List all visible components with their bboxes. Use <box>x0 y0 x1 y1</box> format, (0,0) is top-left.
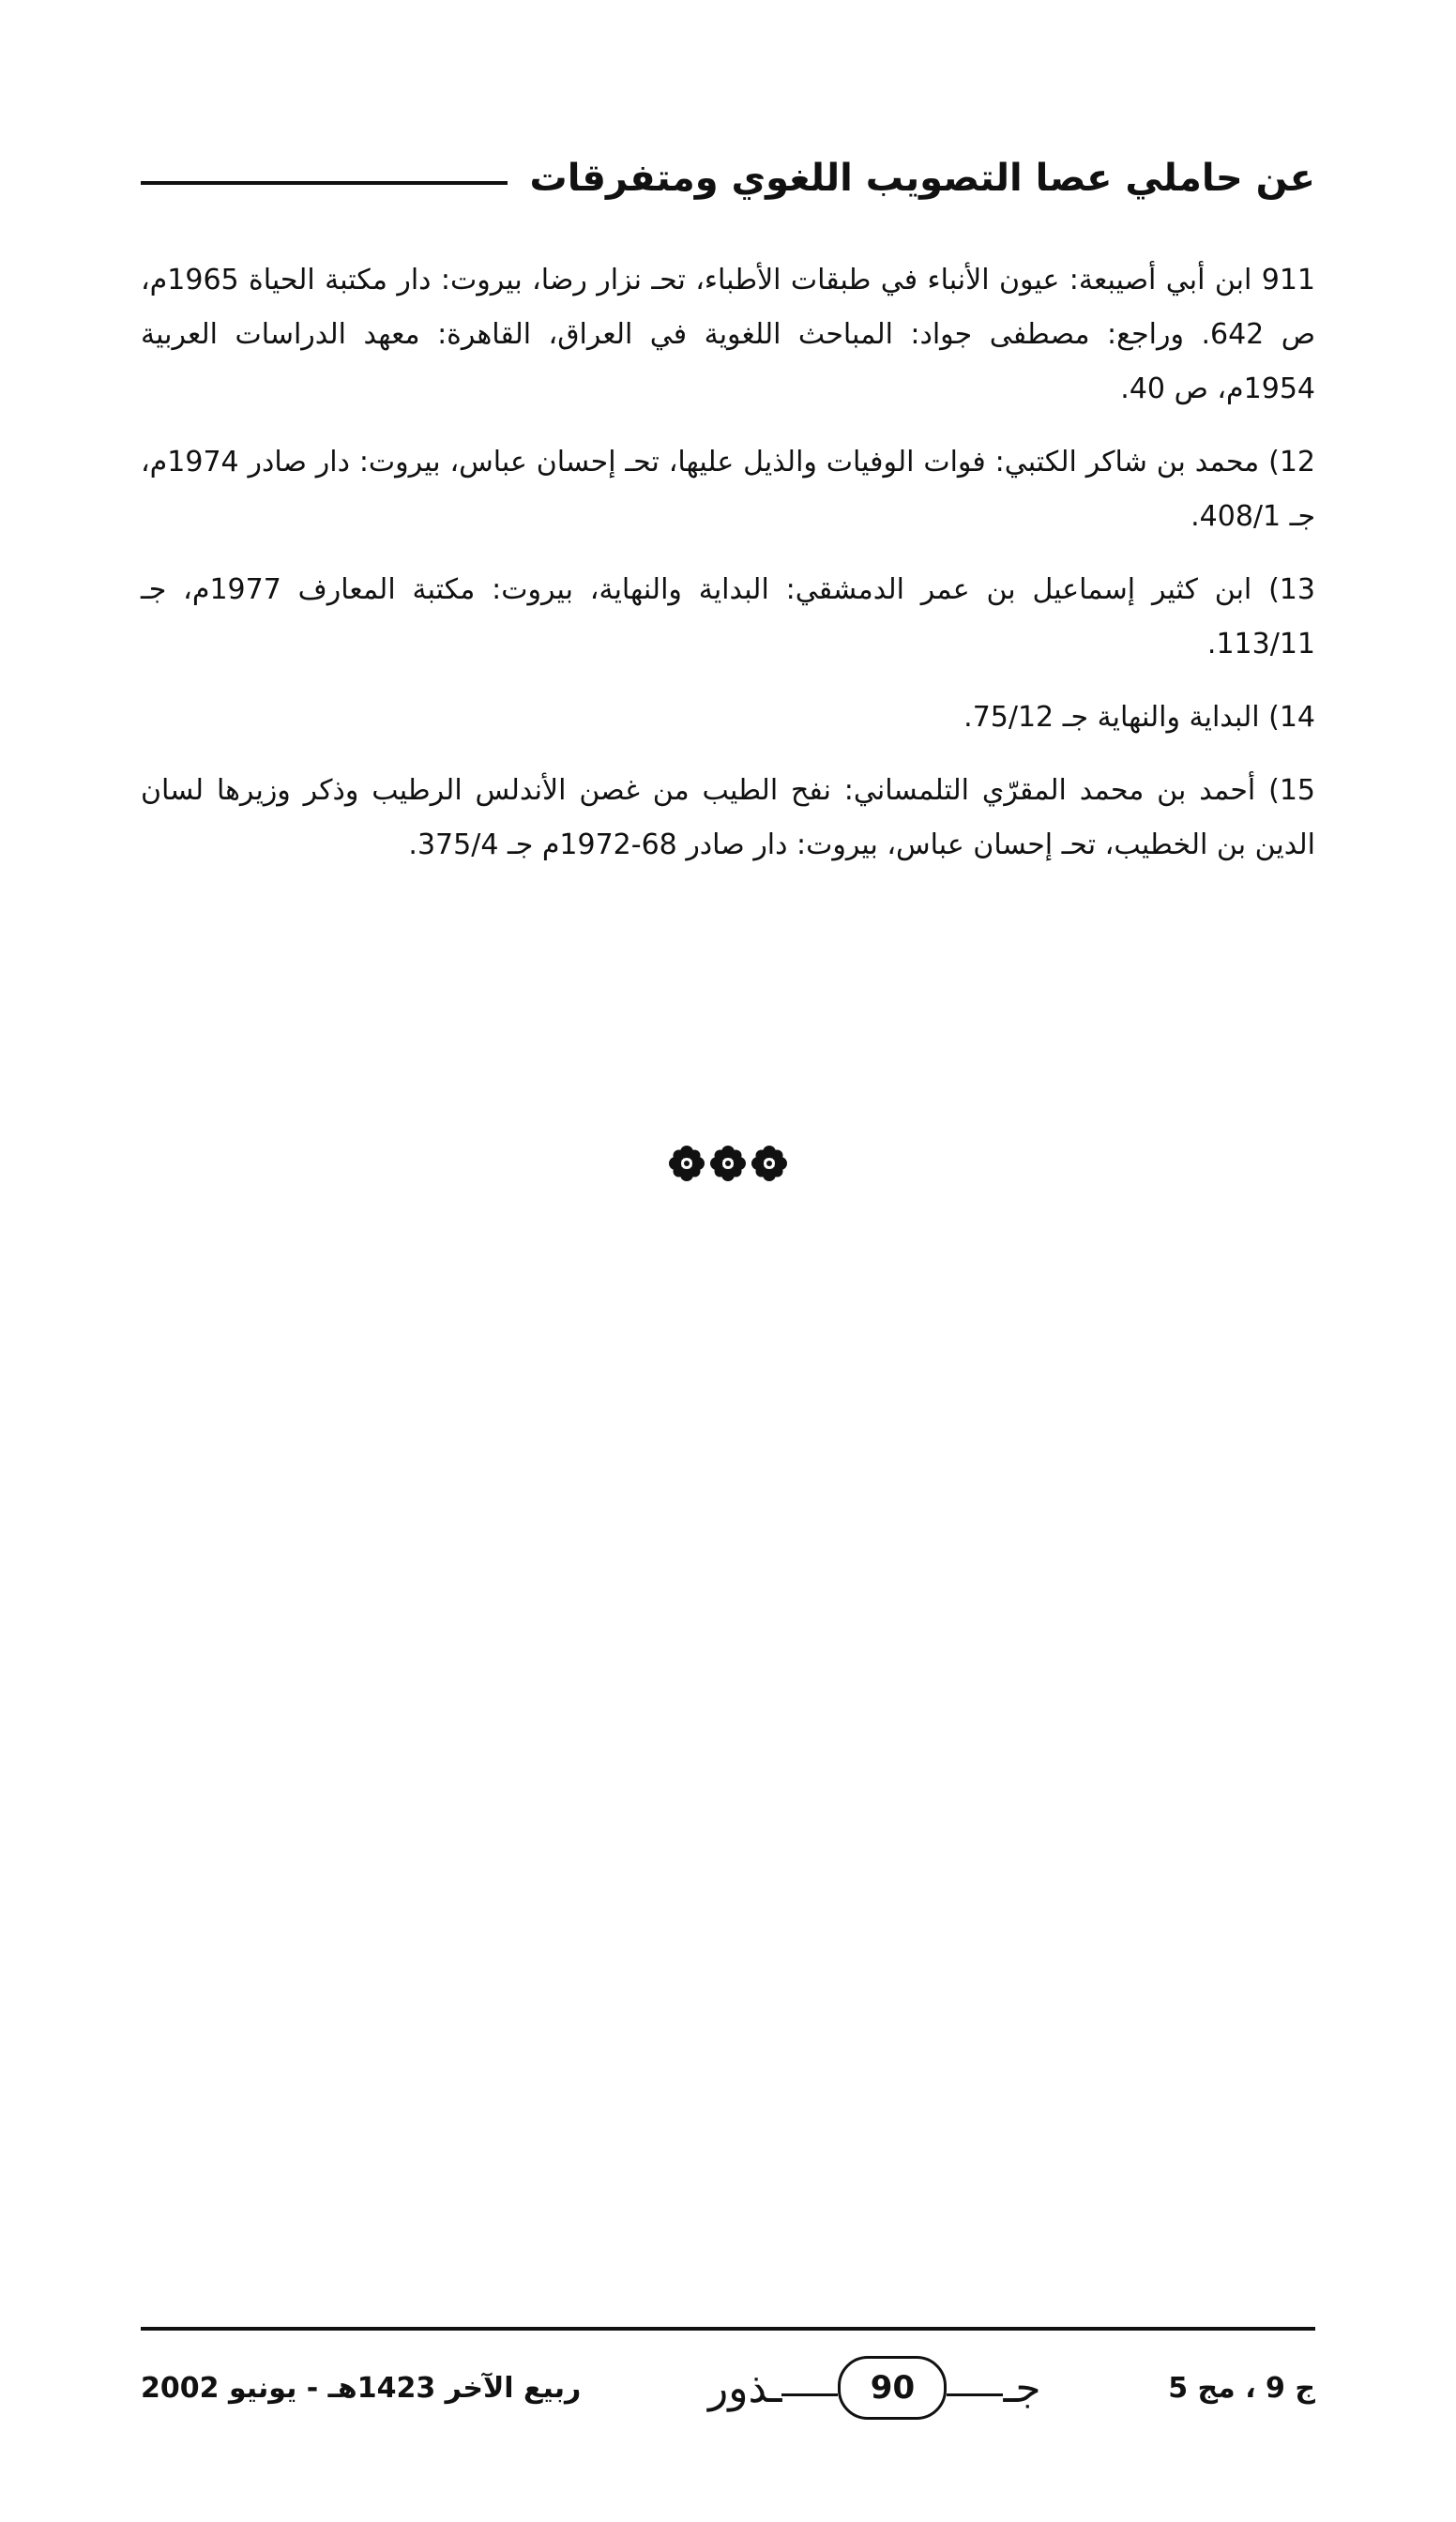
header-rule <box>141 181 508 185</box>
footnote-15: 15) أحمد بن محمد المقرّي التلمساني: نفح الطيب من غصن الأندلس الرطيب وذكر وزيرها لسان الدين بن الخطيب، تحـ إحسان عباس، بيروت: دار صادر 68-1972م جـ 375/4. <box>141 774 1315 861</box>
footnote-13: 13) ابن كثير إسماعيل بن عمر الدمشقي: البداية والنهاية، بيروت: مكتبة المعارف 1977م، جـ 113/11. <box>141 573 1315 661</box>
journal-name-end: ـذور <box>707 2363 782 2412</box>
footnote-11: 911 ابن أبي أصيبعة: عيون الأنباء في طبقات الأطباء، تحـ نزار رضا، بيروت: دار مكتبة الحياة 1965م، ص 642. وراجع: مصطفى جواد: المباحث اللغوية في العراق، القاهرة: معهد الدراسات العربية 1954م، ص 40. <box>141 264 1315 405</box>
footnotes <box>141 253 1315 891</box>
footnote-12: 12) محمد بن شاكر الكتبي: فوات الوفيات والذيل عليها، تحـ إحسان عباس، بيروت: دار صادر 1974م، جـ 408/1. <box>141 446 1315 533</box>
section-ornament <box>0 1145 1456 1182</box>
footnote-14: 14) البداية والنهاية جـ 75/12. <box>963 701 1315 734</box>
running-header <box>141 141 1315 216</box>
header-title: عن حاملي عصا التصويب اللغوي ومتفرقات <box>529 157 1315 200</box>
page-number: 90 <box>838 2356 947 2420</box>
journal-connector-line <box>947 2393 1003 2396</box>
journal-mark <box>708 2356 1041 2420</box>
issue-label: ج 9 ، مج 5 <box>1168 2371 1315 2405</box>
flower-ornament-icon <box>709 1145 747 1182</box>
journal-connector-line <box>781 2393 838 2396</box>
page-footer <box>141 2346 1315 2430</box>
flower-ornament-icon <box>751 1145 788 1182</box>
footer-rule <box>141 2327 1315 2331</box>
issue-date: ربيع الآخر 1423هـ - يونيو 2002 <box>141 2371 582 2405</box>
journal-name-start: جـ <box>1003 2363 1041 2412</box>
flower-ornament-icon <box>668 1145 705 1182</box>
